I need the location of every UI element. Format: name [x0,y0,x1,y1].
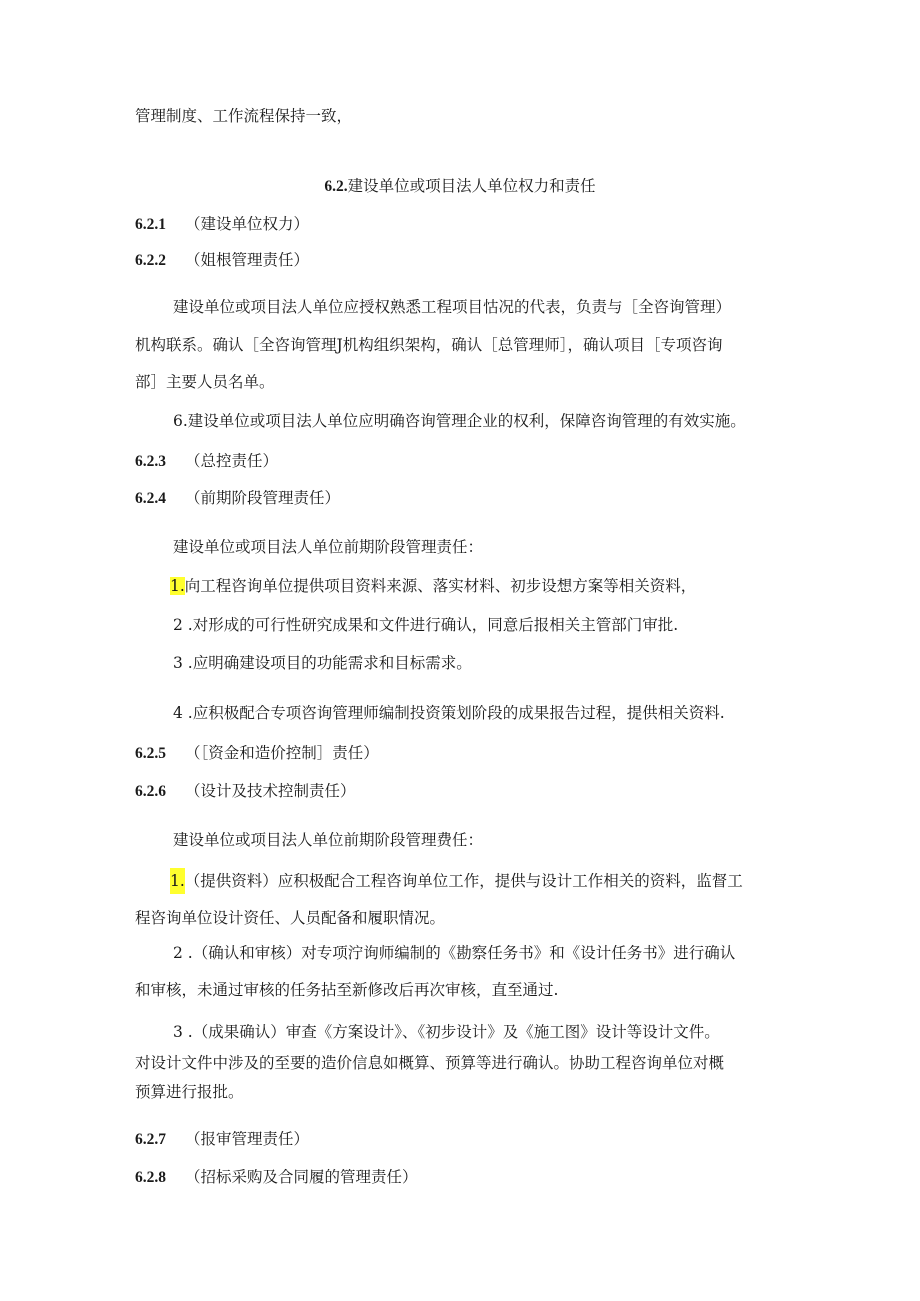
item-6-2-3 [135,450,278,473]
list-item-number: 4 [173,704,183,722]
item-title: （设计及技术控制责任） [185,782,356,800]
paragraph-line: 建设单位或项目法人单位应授权熟悉工程项目怙况的代表，负责与［全咨询管理） [173,298,732,316]
top-line: 管理制度、工作流程保持一致， [135,107,353,125]
item-title: （总控责任） [185,452,279,470]
list-item [170,870,743,892]
paragraph-line: 程咨询单位设计资任、人员配备和履职情况。 [135,909,446,927]
list-item-number: 3 [173,654,183,672]
list-item-text: （提供资料）应积极配合工程咨询单位工作，提供与设计工作相关的资料，监督工 [184,872,743,890]
item-title: （［资金和造价控制］责任） [185,744,379,762]
item-title: （报审管理责任） [185,1130,310,1148]
list-item [173,702,725,724]
item-6-2-8 [135,1166,418,1189]
highlighted-number: 1. [170,577,185,595]
list-item-text: .对形成的可行性研究成果和文件进行确认，同意后报相关主管部门审批. [182,616,679,634]
item-6-2-4 [135,487,340,510]
item-title: （姐根管理责任） [185,251,310,269]
highlighted-number: 1. [170,868,185,894]
section-title-text: 建设单位或项目法人单位权力和责任 [347,177,596,195]
item-title: （前期阶段管理责任） [185,489,341,507]
paragraph-line: 部］主要人员名单。 [135,373,275,391]
item-number: 6.2.4 [135,490,166,507]
item-6-2-2 [135,249,309,272]
item-number: 6.2.7 [135,1131,166,1148]
item-6-2-7 [135,1128,309,1151]
paragraph-line: 2 .（确认和审核）对专项泞询师编制的《勘察任务书》和《设计任务书》进行确认 [173,944,736,962]
item-number: 6.2.3 [135,453,166,470]
paragraph-line: 建设单位或项目法人单位前期阶段管理责任： [173,538,484,556]
list-item-text: .应积极配合专项咨询管理师编制投资策划阶段的成果报告过程，提供相关资料. [182,704,725,722]
item-6-2-1 [135,213,309,236]
item-number: 6.2.6 [135,783,166,800]
item-title: （建设单位权力） [185,215,310,233]
paragraph-line: 和审核，未通过审核的任务拈至新修改后再次审核，直至通过. [135,981,559,999]
list-item [170,575,696,597]
paragraph-line: 6.建设单位或项目法人单位应明确咨询管理企业的权利，保障咨询管理的有效实施。 [173,412,746,430]
item-title: （招标采购及合同履的管理责任） [185,1168,418,1186]
section-title [0,175,920,198]
paragraph-line: 3 .（成果确认）审查《方案设计》、《初步设计》及《施工图》设计等设计文件。 [173,1023,720,1041]
paragraph-line: 预算进行报批。 [135,1083,244,1101]
item-number: 6.2.8 [135,1169,166,1186]
section-title-number: 6.2. [324,178,348,195]
paragraph-line: 机构联系。确认［全咨询管理J机构组织架构，确认［总管理师］，确认项目［专项咨询 [135,336,723,354]
list-item-text: 向工程咨询单位提供项目资料来源、落实材料、初步设想方案等相关资料， [184,577,697,595]
item-number: 6.2.1 [135,216,166,233]
item-6-2-5 [135,742,379,765]
paragraph-line: 建设单位或项目法人单位前期阶段管理费任： [173,831,484,849]
paragraph-line: 对设计文件中涉及的至要的造价信息如概算、预算等进行确认。协助工程咨询单位对概 [135,1054,725,1072]
list-item-text: .应明确建设项目的功能需求和目标需求。 [182,654,472,672]
list-item [173,652,472,674]
list-item [173,614,678,636]
item-number: 6.2.5 [135,745,166,762]
list-item-number: 2 [173,616,183,634]
item-6-2-6 [135,780,356,803]
item-number: 6.2.2 [135,252,166,269]
